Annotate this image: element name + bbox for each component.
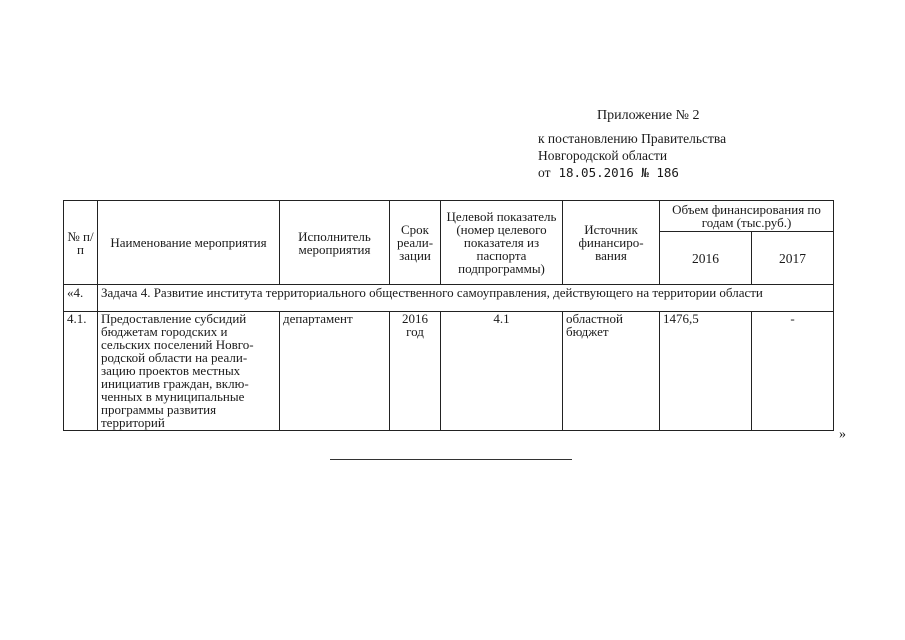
ref-from: от (538, 165, 551, 180)
ref-line-1: к постановлению Правительства (538, 131, 727, 146)
header-executor: Исполнитель мероприятия (280, 201, 390, 285)
header-row-1 (64, 201, 834, 232)
header-source: Источник финансиро-вания (563, 201, 660, 285)
header-name: Наименование мероприятия (98, 201, 280, 285)
task-num: «4. (64, 285, 98, 312)
row-value-2016: 1476,5 (660, 312, 752, 431)
table-row (64, 312, 834, 431)
header-num: № п/п (64, 201, 98, 285)
ref-line-2: Новгородской области (538, 148, 668, 163)
row-source: областной бюджет (563, 312, 660, 431)
task-row (64, 285, 834, 312)
header-year-2016: 2016 (660, 232, 752, 285)
row-value-2017: - (752, 312, 834, 431)
row-term: 2016 год (390, 312, 441, 431)
header-funding: Объем финансирования по годам (тыс.руб.) (660, 201, 834, 232)
funding-table (63, 200, 834, 431)
row-num: 4.1. (64, 312, 98, 431)
row-executor: департамент (280, 312, 390, 431)
header-term: Срок реали-зации (390, 201, 441, 285)
ref-date-line (538, 164, 726, 181)
row-name: Предоставление субсидий бюджетам городских и сельских поселений Новго-родской области на реали-зацию проектов местных инициатив граждан, вклю-ченных в муниципальные программы развития территорий (98, 312, 280, 431)
appendix-title: Приложение № 2 (597, 108, 700, 123)
closing-quote: » (839, 427, 846, 442)
header-year-2017: 2017 (752, 232, 834, 285)
footer-divider (330, 459, 572, 460)
task-text: Задача 4. Развитие института территориального общественного самоуправления, действующего на территории области (98, 285, 834, 312)
row-target: 4.1 (441, 312, 563, 431)
ref-date-number: 18.05.2016 № 186 (558, 165, 679, 180)
header-target: Целевой показатель (номер целевого показателя из паспорта подпрограммы) (441, 201, 563, 285)
resolution-reference (538, 130, 726, 181)
